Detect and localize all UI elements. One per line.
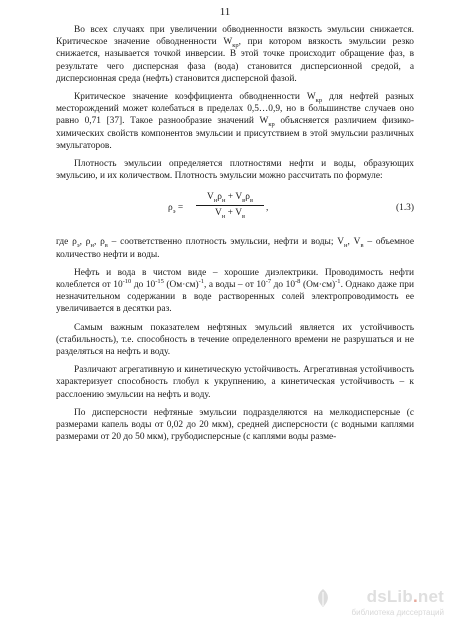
formula-symbol: V bbox=[214, 207, 222, 218]
formula-symbol: + V bbox=[225, 207, 242, 218]
text-span: , ρ bbox=[93, 237, 105, 248]
formula-symbol: ρ bbox=[217, 192, 222, 203]
paragraph-critical-value bbox=[56, 91, 414, 152]
formula-lhs bbox=[168, 202, 183, 214]
superscript: -15 bbox=[155, 277, 164, 285]
watermark-caption: библиотека диссертаций bbox=[351, 608, 444, 617]
text-span: (Ом·см) bbox=[163, 280, 199, 291]
subscript: н bbox=[213, 197, 218, 205]
formula-density bbox=[56, 188, 414, 228]
superscript: -10 bbox=[122, 277, 132, 285]
text-span: – объемное количество нефти и воды. bbox=[56, 237, 414, 260]
text-span: (Ом·см) bbox=[300, 280, 336, 291]
text-span: , ρ bbox=[79, 237, 91, 248]
text-span: , а воды – от 10 bbox=[204, 280, 266, 291]
page-number: 11 bbox=[219, 6, 231, 18]
equation-number: (1.3) bbox=[396, 203, 414, 214]
paragraph-notation bbox=[56, 236, 414, 260]
text-span: . Однако даже при незначительном содержании в воде растворенных солей электропроводимость ее увеличивается в десятки раз. bbox=[56, 280, 415, 315]
subscript: кр bbox=[315, 96, 323, 104]
formula-fraction bbox=[196, 191, 264, 218]
subscript: в bbox=[249, 197, 254, 205]
text-span: , при котором вязкость эмульсии резко снижается, называется точкой инверсии. В этой точке происходит обращение фаз, в результате чего дисперсная фаза (вода) становится дисперсионной средой, а дисперсионная среда (нефть) становится дисперсной фазой. bbox=[56, 37, 414, 84]
text-span: Критическое значение коэффициента обводненности W bbox=[74, 92, 316, 103]
superscript: -7 bbox=[265, 277, 272, 285]
formula-symbol: V bbox=[206, 192, 214, 203]
paragraph-density: Плотность эмульсии определяется плотностями нефти и воды, образующих эмульсию, и их количеством. Плотность эмульсии можно рассчитать по формуле: bbox=[56, 159, 414, 182]
subscript: э bbox=[172, 208, 176, 216]
superscript: -1 bbox=[198, 277, 204, 285]
superscript: -1 bbox=[335, 277, 341, 285]
paragraph-dispersity: По дисперсности нефтяные эмульсии подразделяются на мелкодисперсные (с размерами капель воды от 0,02 до 20 мкм), средней дисперсности (с водными каплями размерами от 20 до 50 мкм), грубодисперсные (с каплями воды разме- bbox=[56, 407, 414, 443]
formula-symbol: ρ bbox=[245, 192, 250, 203]
subscript: н bbox=[221, 212, 226, 220]
subscript: кр bbox=[268, 121, 275, 129]
subscript: в bbox=[360, 242, 364, 250]
text-span: Во всех случаях при увеличении обводненности вязкость эмульсии снижается. Критическое значение обводненности W bbox=[56, 25, 414, 48]
text-span: , V bbox=[347, 237, 361, 248]
paragraph-conductivity bbox=[56, 267, 414, 316]
subscript: э bbox=[76, 242, 80, 250]
subscript: н bbox=[344, 242, 348, 250]
paragraph-inversion bbox=[56, 24, 414, 85]
text-span: Нефть и вода в чистом виде – хорошие диэлектрики. Проводимость нефти колеблется от 10 bbox=[56, 267, 414, 291]
logo-dot: . bbox=[412, 587, 418, 606]
text-span: для нефтей разных месторождений может колебаться в пределах 0,5…0,9, но в большинстве случаев оно равно 0,71 [37]. Такое разнообразие значений W bbox=[56, 92, 414, 127]
document-body bbox=[56, 24, 414, 449]
paragraph-stability-types: Различают агрегативную и кинетическую устойчивость. Агрегативная устойчивость характеризует способность глобул к укрупнению, а кинетическая устойчивость – к расслоению эмульсии на нефть и воду. bbox=[56, 365, 414, 400]
formula-symbol: + V bbox=[225, 192, 243, 203]
watermark bbox=[314, 587, 444, 619]
formula-numerator bbox=[196, 191, 264, 205]
text-span: до 10 bbox=[131, 280, 156, 291]
formula-equals: = bbox=[175, 203, 184, 214]
subscript: в bbox=[104, 242, 108, 250]
watermark-logo bbox=[314, 587, 444, 609]
logo-tld: net bbox=[417, 587, 444, 606]
subscript: н bbox=[90, 242, 94, 250]
logo-text: dsLib bbox=[366, 587, 413, 606]
formula-symbol: ρ bbox=[168, 203, 173, 214]
subscript: н bbox=[221, 197, 226, 205]
subscript: кр bbox=[232, 42, 239, 50]
subscript: в bbox=[241, 212, 246, 220]
formula-comma: , bbox=[266, 203, 269, 214]
text-span: где ρ bbox=[56, 237, 77, 248]
text-span: до 10 bbox=[271, 280, 296, 291]
paragraph-stability: Самым важным показателем нефтяных эмульсий является их устойчивость (стабильность), т.е. способность в течение определенного времени не разрушаться и не разделяться на нефть и воду. bbox=[56, 322, 414, 358]
superscript: -8 bbox=[295, 277, 301, 285]
text-span: объясняется различием физико-химических свойств компонентов эмульсии и присутствием в этой эмульсии различных эмульгаторов. bbox=[56, 116, 414, 151]
formula-denominator bbox=[196, 206, 264, 219]
subscript: в bbox=[242, 197, 246, 205]
text-span: – соответственно плотность эмульсии, нефти и воды; V bbox=[107, 237, 345, 248]
